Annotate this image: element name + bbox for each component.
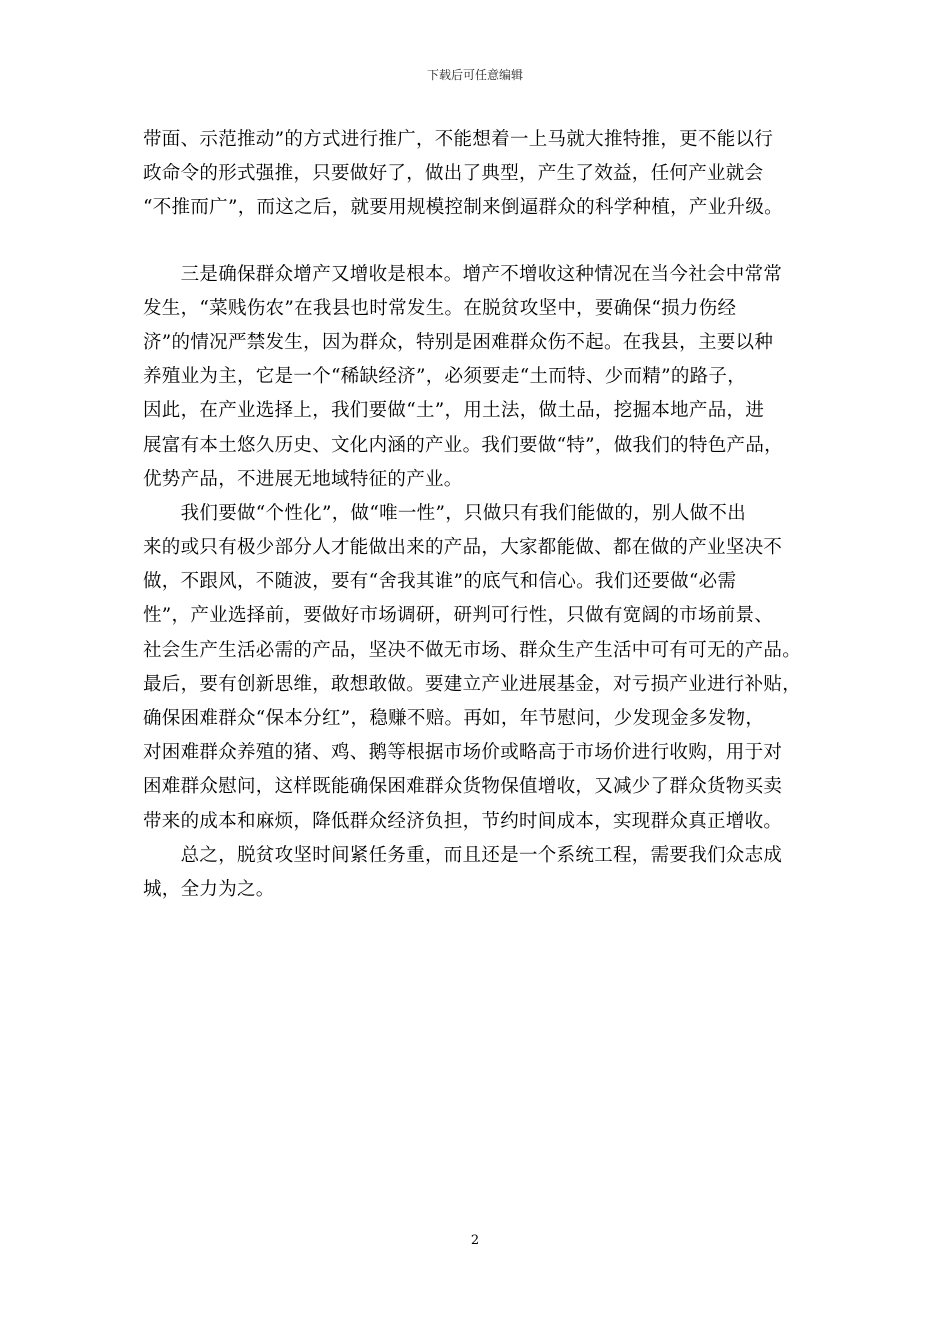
- paragraph: [143, 258, 815, 497]
- text-line: 性”，产业选择前，要做好市场调研，研判可行性，只做有宽阔的市场前景、: [143, 605, 774, 627]
- text-line: 确保困难群众“保本分红”，稳赚不赔。再如，年节慰问，少发现金多发物，: [143, 708, 765, 729]
- text-line: 困难群众慰问，这样既能确保困难群众货物保值增收，又减少了群众货物买卖: [143, 776, 783, 798]
- text-line: 对困难群众养殖的猪、鸡、鹅等根据市场价或略高于市场价进行收购，用于对: [143, 742, 783, 764]
- paragraph-gap: [143, 226, 815, 258]
- text-line: 带来的成本和麻烦，降低群众经济负担，节约时间成本，实现群众真正增收。: [143, 810, 783, 832]
- text-line: 济”的情况严禁发生，因为群众，特别是困难群众伤不起。在我县，主要以种: [143, 331, 774, 353]
- text-line: 发生，“菜贱伤农”在我县也时常发生。在脱贫攻坚中，要确保“损力伤经: [143, 297, 737, 319]
- text-line: “不推而广”，而这之后，就要用规模控制来倒逼群众的科学种植，产业升级。: [143, 197, 783, 219]
- text-line: 三是确保群众增产又增收是根本。增产不增收这种情况在当今社会中常常: [143, 263, 783, 285]
- text-line: 来的或只有极少部分人才能做出来的产品，大家都能做、都在做的产业坚决不: [143, 537, 783, 559]
- text-line: 养殖业为主，它是一个“稀缺经济”，必须要走“土而特、少而精”的路子，: [143, 366, 747, 388]
- text-line: 社会生产生活必需的产品，坚决不做无市场、群众生产生活中可有可无的产品。: [143, 639, 802, 661]
- text-line: 做，不跟风，不随波，要有“舍我其谁”的底气和信心。我们还要做“必需: [143, 571, 737, 593]
- paragraph: [143, 123, 815, 226]
- text-line: 带面、示范推动”的方式进行推广，不能想着一上马就大推特推，更不能以行: [143, 129, 774, 150]
- document-body: [143, 123, 815, 907]
- page-header: 下载后可任意编辑: [426, 68, 523, 82]
- page-number: 2: [470, 1233, 480, 1248]
- text-line: 优势产品，不进展无地域特征的产业。: [143, 468, 463, 490]
- paragraph: [143, 839, 815, 907]
- text-line: 我们要做“个性化”，做“唯一性”，只做只有我们能做的，别人做不出: [143, 502, 747, 524]
- text-line: 因此，在产业选择上，我们要做“土”，用土法，做土品，挖掘本地产品，进: [143, 400, 765, 422]
- text-line: 最后，要有创新思维，敢想敢做。要建立产业进展基金，对亏损产业进行补贴，: [143, 673, 802, 695]
- text-line: 政命令的形式强推，只要做好了，做出了典型，产生了效益，任何产业就会: [143, 163, 764, 185]
- paragraph: [143, 497, 815, 839]
- text-line: 城，全力为之。: [143, 878, 275, 900]
- text-line: 展富有本土悠久历史、文化内涵的产业。我们要做“特”，做我们的特色产品，: [143, 434, 783, 456]
- text-line: 总之，脱贫攻坚时间紧任务重，而且还是一个系统工程，需要我们众志成: [143, 844, 783, 866]
